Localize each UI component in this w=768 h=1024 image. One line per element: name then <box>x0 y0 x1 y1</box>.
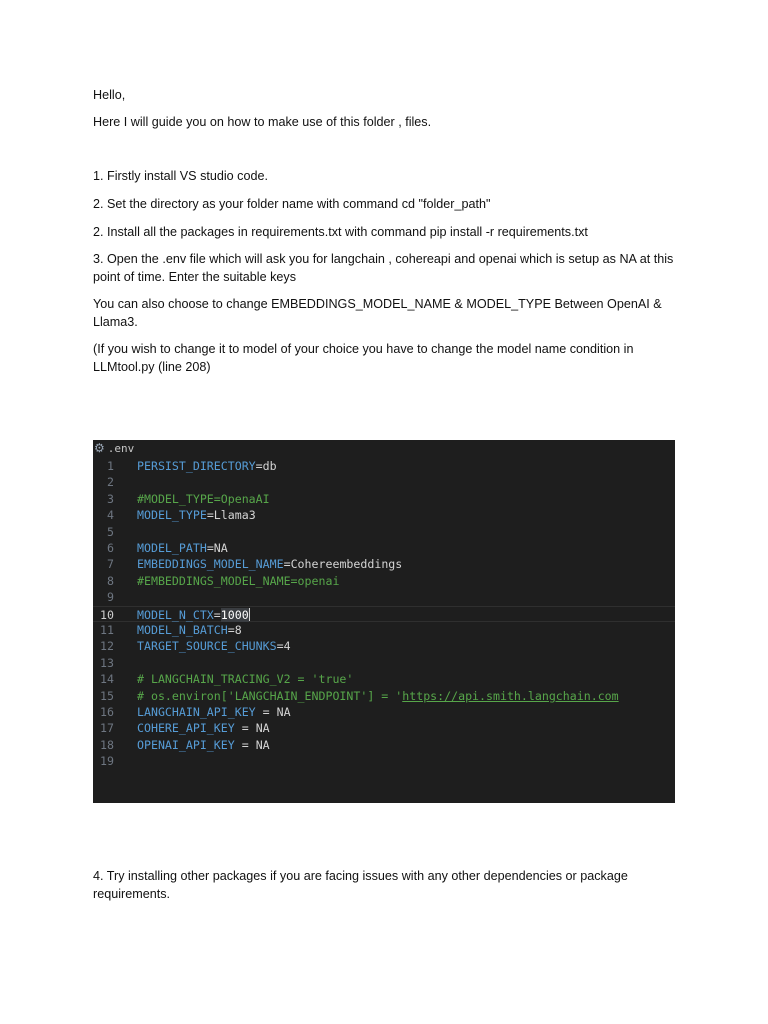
line-source <box>137 507 256 523</box>
code-token: NA <box>255 721 270 736</box>
code-token: # os.environ['LANGCHAIN_ENDPOINT'] = ' <box>137 688 403 703</box>
code-token: COHERE_API_KEY <box>137 721 235 736</box>
line-source <box>137 638 291 654</box>
code-line <box>93 458 675 474</box>
code-token: #MODEL_TYPE=OpenaAI <box>137 491 270 506</box>
line-number: 16 <box>100 705 114 719</box>
code-line <box>93 737 675 753</box>
code-token: 4 <box>283 639 291 654</box>
line-source <box>137 556 402 572</box>
line-source <box>137 704 291 720</box>
line-source <box>137 671 353 687</box>
code-token: = <box>227 623 235 637</box>
editor-tab-label: .env <box>107 441 135 455</box>
code-line <box>93 655 675 671</box>
line-source <box>137 458 277 474</box>
line-number: 8 <box>107 573 114 588</box>
code-token: = <box>234 737 256 752</box>
code-token: = <box>234 721 256 736</box>
code-token: TARGET_SOURCE_CHUNKS <box>137 639 277 654</box>
editor-tab <box>93 440 134 456</box>
line-number: 4 <box>107 508 114 523</box>
code-token: Llama3 <box>213 508 256 523</box>
line-number: 15 <box>100 688 114 703</box>
code-token: OPENAI_API_KEY <box>137 737 235 752</box>
code-line <box>93 573 675 589</box>
code-token: 1000 <box>220 607 249 622</box>
step-2a-text: 2. Set the directory as your folder name with command cd "folder_path" <box>93 197 491 211</box>
code-line <box>93 704 675 720</box>
line-number: 17 <box>100 721 114 736</box>
env-file-screenshot <box>93 440 675 803</box>
code-token: NA <box>213 541 228 555</box>
code-token: 8 <box>234 623 242 637</box>
code-line <box>93 589 675 605</box>
note-model-choice-text: You can also choose to change EMBEDDINGS_MODEL_NAME & MODEL_TYPE Between OpenAI & Llama3. <box>93 297 662 329</box>
text-cursor <box>249 608 250 621</box>
step-3-text: 3. Open the .env file which will ask you for langchain , cohereapi and openai which is setup as NA at this point of time. Enter the suitable keys <box>93 252 674 284</box>
line-number: 9 <box>107 590 114 605</box>
line-number: 10 <box>100 607 114 622</box>
line-source <box>137 720 270 736</box>
code-token: MODEL_N_BATCH <box>137 623 228 637</box>
code-line <box>93 491 675 507</box>
step-4-text: 4. Try installing other packages if you are facing issues with any other dependencies or package requirements. <box>93 869 628 901</box>
line-number: 13 <box>100 655 114 670</box>
code-line <box>93 507 675 523</box>
code-token: PERSIST_DIRECTORY <box>137 459 256 473</box>
code-line <box>93 688 675 704</box>
line-source <box>137 688 619 704</box>
code-token: = <box>213 607 221 622</box>
code-token: MODEL_TYPE <box>137 508 207 523</box>
line-source <box>137 622 242 638</box>
line-source <box>137 737 270 753</box>
code-token: = <box>206 541 214 555</box>
line-number: 2 <box>107 475 114 490</box>
code-token: https://api.smith.langchain.com <box>402 688 619 703</box>
greeting-text: Hello, <box>93 88 126 102</box>
code-line <box>93 720 675 736</box>
code-token: db <box>262 459 277 473</box>
gear-icon: ⚙ <box>94 441 105 455</box>
line-source <box>137 491 270 507</box>
code-token: # LANGCHAIN_TRACING_V2 = 'true' <box>137 672 354 687</box>
code-line <box>93 474 675 490</box>
code-token: = <box>276 639 284 654</box>
code-line <box>93 540 675 556</box>
code-line <box>93 524 675 540</box>
code-token: NA <box>255 737 270 752</box>
intro-text: Here I will guide you on how to make use of this folder , files. <box>93 115 432 129</box>
step-2b-text: 2. Install all the packages in requirements.txt with command pip install -r requirements.txt <box>93 225 588 239</box>
line-number: 18 <box>100 737 114 752</box>
line-number: 11 <box>100 623 114 637</box>
code-token: LANGCHAIN_API_KEY <box>137 705 256 719</box>
code-token: #EMBEDDINGS_MODEL_NAME=openai <box>137 573 340 588</box>
line-source <box>137 573 339 589</box>
code-token: NA <box>276 705 291 719</box>
code-line <box>93 622 675 638</box>
code-line <box>93 671 675 687</box>
code-token: = <box>255 705 277 719</box>
line-number: 3 <box>107 491 114 506</box>
note-custom-model-text: (If you wish to change it to model of your choice you have to change the model name condition in LLMtool.py (line 208) <box>93 342 634 374</box>
line-number: 12 <box>100 639 114 654</box>
code-token: EMBEDDINGS_MODEL_NAME <box>137 557 284 572</box>
code-line <box>93 556 675 572</box>
line-source <box>137 607 250 623</box>
code-token: MODEL_N_CTX <box>137 607 214 622</box>
code-token: = <box>255 459 263 473</box>
line-source <box>137 540 228 556</box>
line-number: 7 <box>107 557 114 572</box>
line-number: 19 <box>100 754 114 769</box>
code-line <box>93 753 675 769</box>
line-number: 6 <box>107 541 114 555</box>
line-number: 1 <box>107 459 114 473</box>
code-line <box>93 638 675 654</box>
step-1-text: 1. Firstly install VS studio code. <box>93 169 268 183</box>
code-token: MODEL_PATH <box>137 541 207 555</box>
code-line <box>93 606 675 622</box>
code-token: Cohereembeddings <box>290 557 403 572</box>
code-token: = <box>283 557 291 572</box>
line-number: 14 <box>100 672 114 687</box>
code-token: = <box>206 508 214 523</box>
line-number: 5 <box>107 524 114 539</box>
